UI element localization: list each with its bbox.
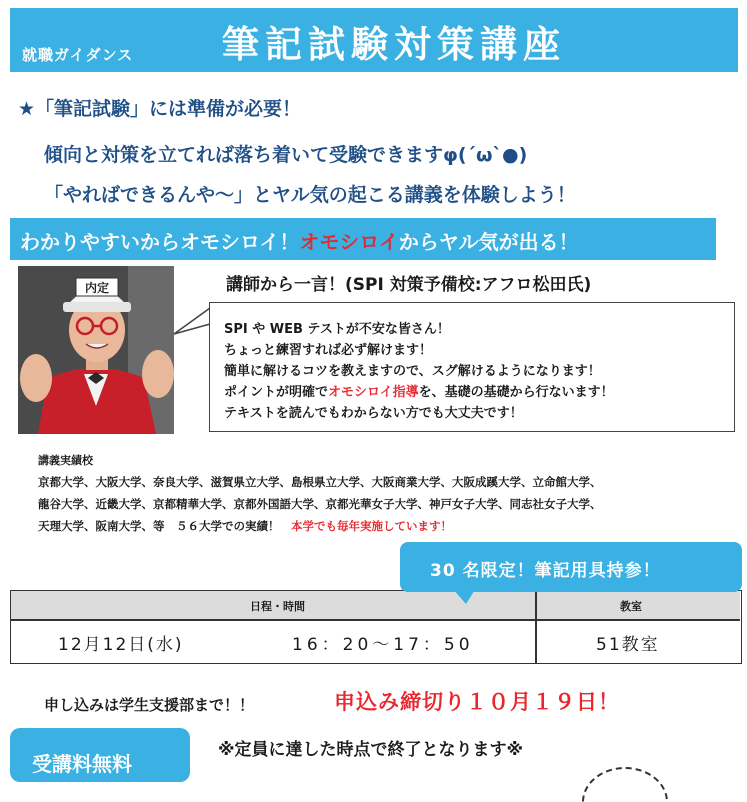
free-badge-text: 受講料無料 — [32, 752, 132, 776]
bubble-line-4-b: を、基礎の基礎から行ないます！ — [418, 385, 614, 400]
bubble-tail-icon — [172, 302, 212, 342]
intro-line-1-text: 「筆記試験」には準備が必要！ — [35, 98, 302, 120]
deadline-text: 申込み締切り１０月１９日！ — [334, 690, 620, 714]
achievements-row-3-highlight: 本学でも毎年実施しています！ — [291, 519, 452, 533]
limit-badge-text: 30 名限定！筆記用具持参！ — [430, 561, 661, 581]
dashed-circle-icon — [580, 762, 670, 802]
header-subtitle: 就職ガイダンス — [22, 46, 134, 64]
table-divider — [11, 619, 740, 621]
achievements-row-2: 龍谷大学、近畿大学、京都精華大学、京都外国語大学、京都光華女子大学、神戸女子大学、同志社女子大学、 — [38, 497, 602, 511]
table-header-datetime: 日程・時間 — [250, 600, 305, 613]
achievements-row-3 — [38, 518, 452, 534]
schedule-room: 51教室 — [596, 635, 660, 655]
page-title: 筆記試験対策講座 — [222, 23, 566, 66]
achievements-title: 講義実績校 — [38, 454, 93, 467]
hat-label: 内定 — [84, 281, 110, 295]
instructor-photo — [18, 266, 174, 434]
star-icon: ★ — [18, 98, 36, 120]
bubble-line-3: 簡単に解けるコツを教えますので、スグ解けるようになります！ — [224, 364, 601, 379]
instructor-illustration — [18, 266, 174, 434]
table-header-room: 教室 — [620, 600, 642, 613]
table-divider — [535, 591, 537, 663]
achievements-row-3-a: 天理大学、阪南大学、等 ５６大学での実績！ — [38, 519, 280, 533]
bubble-line-2: ちょっと練習すれば必ず解けます！ — [224, 343, 433, 358]
bubble-line-5: テキストを読んでもわからない方でも大丈夫です！ — [224, 406, 523, 421]
badge-tail-icon — [452, 588, 476, 604]
intro-line-2: 傾向と対策を立てれば落ち着いて受験できますφ(´ω`●) — [44, 144, 528, 166]
intro-line-1 — [18, 94, 301, 121]
band-text-part1: わかりやすいからオモシロイ！ — [20, 230, 300, 254]
band-text-highlight: オモシロイ — [299, 230, 399, 254]
achievements-row-1: 京都大学、大阪大学、奈良大学、滋賀県立大学、島根県立大学、大阪商業大学、大阪成蹊大学、立命館大学、 — [38, 475, 602, 489]
schedule-date: 12月12日(水) — [58, 635, 184, 655]
bubble-line-1: SPI や WEB テストが不安な皆さん！ — [224, 322, 450, 337]
intro-line-3: 「やればできるんや～」とヤル気の起こる講義を体験しよう！ — [44, 184, 576, 206]
bubble-line-4 — [224, 381, 614, 400]
instructor-caption: 講師から一言！(SPI 対策予備校:アフロ松田氏) — [226, 275, 592, 295]
band-text — [20, 226, 579, 255]
bubble-line-4-a: ポイントが明確で — [224, 385, 329, 400]
bubble-line-4-highlight: オモシロイ指導 — [328, 385, 419, 400]
apply-instruction: 申し込みは学生支援部まで！！ — [44, 696, 255, 714]
band-text-part3: からヤル気が出る！ — [398, 230, 579, 254]
capacity-note: ※定員に達した時点で終了となります※ — [218, 740, 524, 760]
schedule-time: 16：20～17：50 — [292, 635, 474, 655]
